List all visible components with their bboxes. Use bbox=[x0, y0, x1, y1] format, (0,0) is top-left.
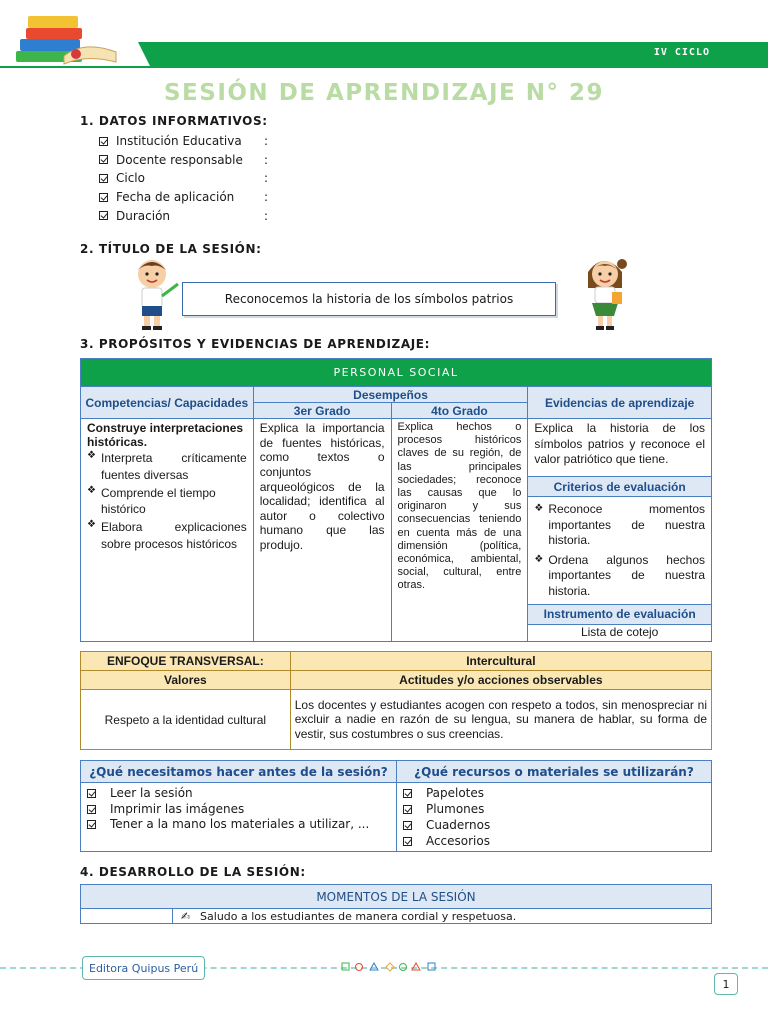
criterios-header: Criterios de evaluación bbox=[528, 477, 712, 497]
checkbox-icon bbox=[99, 174, 108, 183]
col-antes: ¿Qué necesitamos hacer antes de la sesión? bbox=[81, 761, 397, 783]
datos-list bbox=[99, 132, 268, 225]
diamond-bullet-icon: ❖ bbox=[534, 553, 544, 565]
recurso-item: Accesorios bbox=[403, 833, 705, 849]
girl-illustration bbox=[582, 254, 628, 334]
checkbox-icon bbox=[99, 155, 108, 164]
diamond-bullet-icon: ❖ bbox=[87, 519, 96, 531]
datos-item: Docente responsable : bbox=[99, 151, 268, 170]
antes-cell bbox=[81, 783, 397, 852]
valor-cell: Respeto a la identidad cultural bbox=[81, 690, 291, 750]
header-bar-tip bbox=[138, 42, 150, 66]
diamond-bullet-icon: ❖ bbox=[87, 484, 96, 496]
checkbox-icon bbox=[99, 137, 108, 146]
recurso-item: Papelotes bbox=[403, 785, 705, 801]
page-number: 1 bbox=[714, 973, 738, 995]
session-title-box: Reconocemos la historia de los símbolos patrios bbox=[182, 282, 556, 316]
books-logo bbox=[14, 12, 118, 66]
recursos-cell bbox=[396, 783, 711, 852]
desempeno-3er: Explica la importancia de fuentes históricas, como textos o conjuntos arqueológicos de la localidad; identifica al autor o colectivo humano que las produjo. bbox=[253, 419, 391, 642]
propositos-table bbox=[80, 358, 712, 642]
header-line bbox=[0, 66, 768, 68]
enfoque-label: ENFOQUE TRANSVERSAL: bbox=[81, 652, 291, 671]
criterio-item: ❖ Ordena algunos hechos importantes de nuestra historia. bbox=[534, 552, 705, 598]
section-titulo-heading: 2. TÍTULO DE LA SESIÓN: bbox=[80, 242, 262, 256]
antes-item: Tener a la mano los materiales a utilizar, ... bbox=[87, 817, 390, 833]
capacidad-item: ❖ Elabora explicaciones sobre procesos históricos bbox=[87, 519, 247, 551]
checkbox-icon bbox=[87, 789, 96, 798]
diamond-bullet-icon: ❖ bbox=[87, 450, 96, 461]
capacidad-item: ❖ Comprende el tiempo histórico bbox=[87, 484, 216, 517]
datos-item: Ciclo : bbox=[99, 169, 268, 188]
diamond-bullet-icon: ❖ bbox=[534, 503, 544, 514]
momento-label-cell bbox=[81, 909, 173, 924]
competencias-cell bbox=[81, 419, 254, 642]
instrumento-header: Instrumento de evaluación bbox=[528, 604, 712, 624]
antes-item: Imprimir las imágenes bbox=[87, 801, 390, 817]
evidencia-text: Explica la historia de los símbolos patrios y reconoce el valor patriótico que tiene. bbox=[528, 419, 712, 477]
checkbox-icon bbox=[87, 805, 96, 814]
capacidad-item: ❖ Interpreta críticamente fuentes diversas bbox=[87, 450, 247, 482]
instrumento-value: Lista de cotejo bbox=[528, 624, 712, 641]
datos-item: Duración : bbox=[99, 206, 268, 225]
enfoque-table bbox=[80, 651, 712, 750]
checkbox-icon bbox=[403, 821, 412, 830]
competencia-title: Construye interpretaciones históricas. bbox=[87, 421, 244, 449]
boy-illustration bbox=[128, 256, 180, 332]
recurso-item: Plumones bbox=[403, 801, 705, 817]
col-actitudes: Actitudes y/o acciones observables bbox=[290, 671, 711, 690]
momento-step: ✍ Saludo a los estudiantes de manera cordial y respetuosa. bbox=[172, 909, 711, 924]
criterios-cell bbox=[528, 497, 712, 605]
area-header: PERSONAL SOCIAL bbox=[81, 359, 712, 387]
checkbox-icon bbox=[403, 805, 412, 814]
checkbox-icon bbox=[99, 211, 108, 220]
antes-item: Leer la sesión bbox=[87, 785, 390, 801]
checkbox-icon bbox=[99, 193, 108, 202]
col-3er-grado: 3er Grado bbox=[253, 403, 391, 419]
col-recursos: ¿Qué recursos o materiales se utilizarán? bbox=[396, 761, 711, 783]
desempeno-4to: Explica hechos o procesos históricos claves de su región, de las principales sociedades; reconoce las causas que lo originaron y sus consecuencias teniendo en cuenta más de una dimensión (política, económica, ambiental, social, cultural, entre otras. bbox=[391, 419, 528, 642]
checkbox-icon bbox=[403, 837, 412, 846]
checkbox-icon bbox=[87, 820, 96, 829]
momentos-header: MOMENTOS DE LA SESIÓN bbox=[81, 885, 712, 909]
col-evidencias: Evidencias de aprendizaje bbox=[528, 387, 712, 419]
datos-item: Institución Educativa : bbox=[99, 132, 268, 151]
recurso-item: Cuadernos bbox=[403, 817, 705, 833]
decorative-shapes bbox=[340, 960, 440, 974]
editora-badge: Editora Quipus Perú bbox=[82, 956, 205, 980]
section-propositos-heading: 3. PROPÓSITOS Y EVIDENCIAS DE APRENDIZAJE: bbox=[80, 337, 431, 351]
actitud-cell: Los docentes y estudiantes acogen con respeto a todos, sin menospreciar ni excluir a nadie en razón de su lengua, su manera de hablar, su forma de vestir, sus costumbres o sus creencias. bbox=[290, 690, 711, 750]
preparacion-table bbox=[80, 760, 712, 852]
col-4to-grado: 4to Grado bbox=[391, 403, 528, 419]
col-valores: Valores bbox=[81, 671, 291, 690]
momentos-table bbox=[80, 884, 712, 924]
criterio-item: ❖ Reconoce momentos importantes de nuestra historia. bbox=[534, 502, 705, 548]
section-desarrollo-heading: 4. DESARROLLO DE LA SESIÓN: bbox=[80, 865, 306, 879]
pen-icon: ✍ bbox=[180, 909, 191, 923]
enfoque-value: Intercultural bbox=[290, 652, 711, 671]
checkbox-icon bbox=[403, 789, 412, 798]
col-competencias: Competencias/ Capacidades bbox=[81, 387, 254, 419]
section-datos-heading: 1. DATOS INFORMATIVOS: bbox=[80, 114, 268, 128]
ciclo-label: IV CICLO bbox=[653, 47, 710, 58]
datos-item: Fecha de aplicación : bbox=[99, 188, 268, 207]
page-title: SESIÓN DE APRENDIZAJE N° 29 bbox=[163, 80, 604, 106]
col-desempenos: Desempeños bbox=[253, 387, 528, 403]
